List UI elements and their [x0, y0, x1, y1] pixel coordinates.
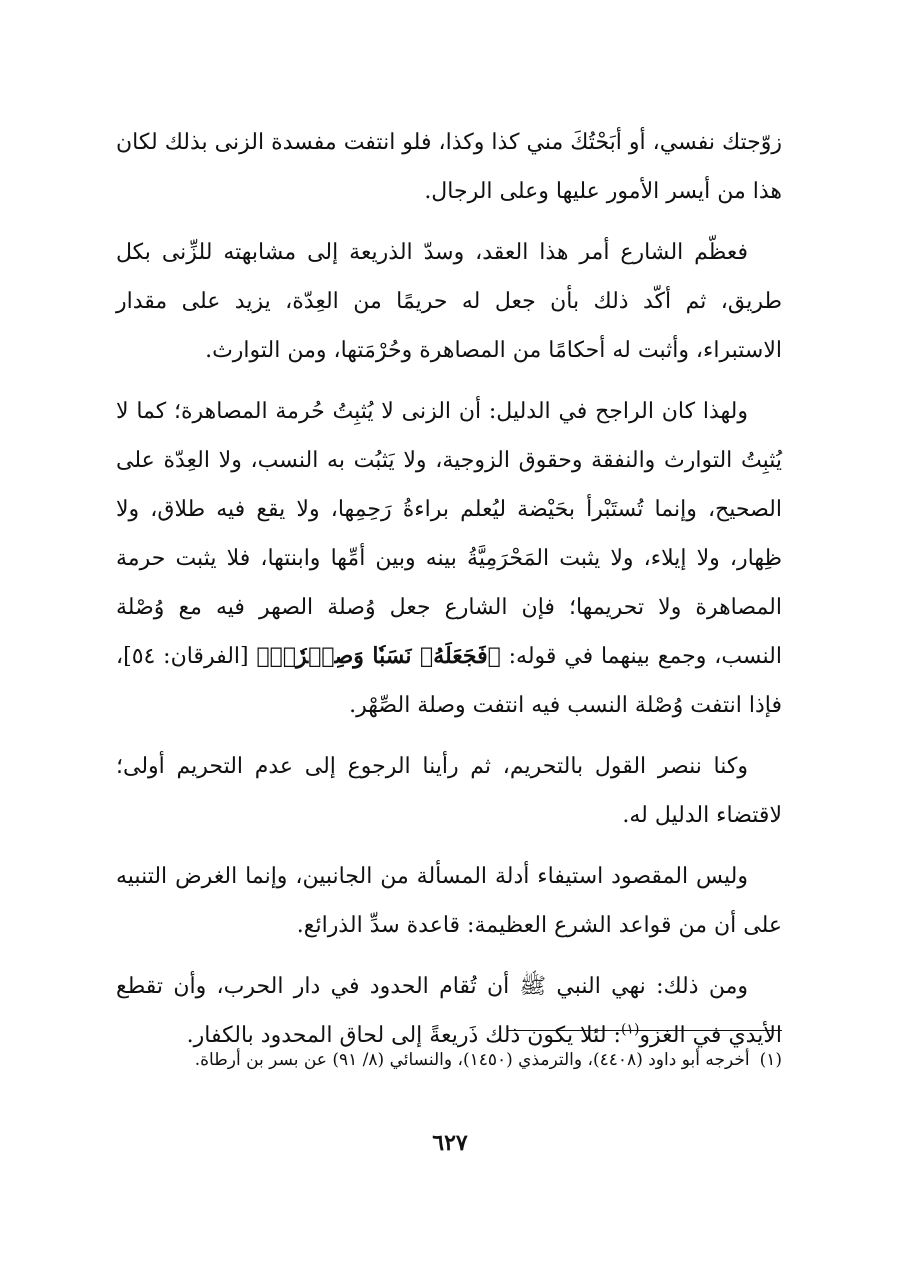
paragraph-3 [116, 387, 782, 730]
paragraph-1-text: زوّجتك نفسي، أو أبَحْتُكَ مني كذا وكذا، فلو انتفت مفسدة الزنى بذلك لكان هذا من أيسر الأمور عليها وعلى الرجال. [116, 130, 782, 204]
paragraph-3-text-end: [الفرقان: ٥٤]، فإذا انتفت وُصْلة النسب فيه انتفت وصلة الصِّهْر. [116, 644, 782, 718]
paragraph-1 [116, 118, 782, 216]
paragraph-5 [116, 852, 782, 950]
paragraph-2-text: فعظّم الشارع أمر هذا العقد، وسدّ الذريعة إلى مشابهته للزِّنى بكل طريق، ثم أكّد ذلك بأن جعل له حريمًا من العِدّة، يزيد على مقدار الاستبراء، وأثبت له أحكامًا من المصاهرة وحُرْمَتها، ومن التوارث. [116, 240, 782, 363]
page-number: ٦٢٧ [432, 1130, 468, 1156]
footnote-reference[interactable]: (١) [620, 1021, 640, 1038]
paragraph-4-text: وكنا ننصر القول بالتحريم، ثم رأينا الرجوع إلى عدم التحريم أولى؛ لاقتضاء الدليل له. [116, 754, 782, 828]
footnote-number: (١) [759, 1050, 782, 1070]
footnote-separator [508, 1030, 782, 1031]
paragraph-6-text-end: : لئلا يكون ذلك ذَريعةً إلى لحاق المحدود بالكفار. [186, 1023, 621, 1048]
paragraph-3-text-start: ولهذا كان الراجح في الدليل: أن الزنى لا يُثبِتُ حُرمة المصاهرة؛ كما لا يُثبِتُ التوارث والنفقة وحقوق الزوجية، ولا يَثبُت به النسب، ولا العِدّة على الصحيح، وإنما تُستَبْرأ بحَيْضة ليُعلم براءةُ رَحِمِها، ولا يقع فيه طلاق، ولا ظِهار، ولا إيلاء، ولا يثبت المَحْرَمِيَّةُ بينه وبين أمِّها وابنتها، فلا يثبت حرمة المصاهرة ولا تحريمها؛ فإن الشارع جعل وُصلة الصهر فيه مع وُصْلة النسب، وجمع بينهما في قوله: [116, 399, 782, 669]
paragraph-6-text-start: ومن ذلك: نهي النبي ﷺ أن تُقام الحدود في دار الحرب، وأن تقطع الأيدي في الغزو [116, 974, 782, 1048]
paragraph-5-text: وليس المقصود استيفاء أدلة المسألة من الجانبين، وإنما الغرض التنبيه على أن من قواعد الشرع العظيمة: قاعدة سدِّ الذرائع. [116, 864, 782, 938]
quran-verse: ﴿فَجَعَلَهُۥ نَسَبٗا وَصِهۡرٗاۗ﴾ [256, 643, 501, 669]
paragraph-2 [116, 228, 782, 375]
main-text [116, 118, 782, 1072]
footnote [116, 1044, 782, 1077]
paragraph-4 [116, 742, 782, 840]
footnote-text: أخرجه أبو داود (٤٤٠٨)، والترمذي (١٤٥٠)، والنسائي (٨/ ٩١) عن بسر بن أرطاة. [194, 1050, 750, 1070]
